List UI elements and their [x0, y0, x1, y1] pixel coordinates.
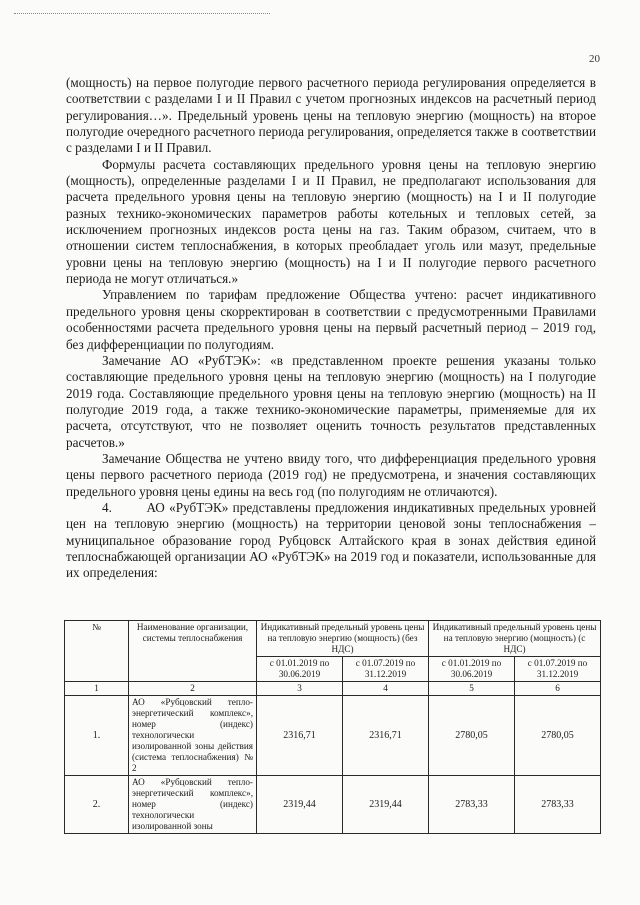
row-name: АО «Рубцовский тепло-энергетический комплекс», номер (индекс) технологически изолированной зоны действия (система теплоснабжения) № 2 — [129, 696, 257, 776]
table-row — [65, 776, 601, 834]
col-number: 1 — [65, 682, 129, 696]
row-value: 2319,44 — [343, 776, 429, 834]
header-period-2: с 01.07.2019 по 31.12.2019 — [515, 657, 601, 682]
col-number: 6 — [515, 682, 601, 696]
column-number-row — [65, 682, 601, 696]
document-body — [66, 75, 596, 582]
table-header-row — [65, 621, 601, 657]
col-number: 3 — [257, 682, 343, 696]
paragraph-1: (мощность) на первое полугодие первого расчетного периода регулирования определяется в соответствии с разделами I и II Правил с учетом прогнозных индексов на расчетный период регулирования…». Предельный уровень цены на тепловую энергию (мощность) на второе полугодие очередного расчетного периода регулирования, определяется также в соответствии с разделами I и II Правил. — [66, 75, 596, 156]
list-item-4 — [66, 500, 596, 582]
row-number: 2. — [65, 776, 129, 834]
paragraph-2: Формулы расчета составляющих предельного уровня цены на тепловую энергию (мощность), определенные разделами I и II Правил, не предполагают использования для расчета предельного уровня цены на тепловую энергию (мощность) на I и II полугодие разных технико-экономических параметров работы котельных и тепловых сетей, за исключением прогнозных индексов роста цены на газ. Таким образом, считаем, что в отношении систем теплоснабжения, в которых преобладает уголь или мазут, предельные уровни цены на тепловую энергию (мощность) на I и II полугодие первого расчетного периода не могут отличаться.» — [66, 156, 596, 287]
col-number: 2 — [129, 682, 257, 696]
paragraph-5: Замечание Общества не учтено ввиду того, что дифференциация предельного уровня цены первого расчетного периода (2019 год) не предусмотрена, и значения составляющих предельного уровня цены едины на весь год (по полугодиям не отличаются). — [66, 450, 596, 499]
row-value: 2783,33 — [515, 776, 601, 834]
col-number: 4 — [343, 682, 429, 696]
price-table — [64, 620, 601, 834]
header-group-no-vat: Индикативный предельный уровень цены на тепловую энергию (мощность) (без НДС) — [257, 621, 429, 657]
header-num: № — [65, 621, 129, 682]
row-value: 2780,05 — [515, 696, 601, 776]
header-period-1: с 01.01.2019 по 30.06.2019 — [429, 657, 515, 682]
row-value: 2780,05 — [429, 696, 515, 776]
header-name: Наименование организации, системы теплоснабжения — [129, 621, 257, 682]
col-number: 5 — [429, 682, 515, 696]
row-value: 2783,33 — [429, 776, 515, 834]
header-period-2: с 01.07.2019 по 31.12.2019 — [343, 657, 429, 682]
header-group-vat: Индикативный предельный уровень цены на тепловую энергию (мощность) (с НДС) — [429, 621, 601, 657]
paragraph-4: Замечание АО «РубТЭК»: «в представленном проекте решения указаны только составляющие предельного уровня цены на тепловую энергию (мощность) на I полугодие 2019 года. Составляющие предельного уровня цены на тепловую энергию (мощность) на II полугодие 2019 года, а также технико-экономические параметры, применяемые для их расчета, отсутствуют, что не позволяет оценить точность результатов представленных расчетов.» — [66, 352, 596, 450]
row-value: 2316,71 — [257, 696, 343, 776]
row-value: 2316,71 — [343, 696, 429, 776]
row-number: 1. — [65, 696, 129, 776]
row-value: 2319,44 — [257, 776, 343, 834]
page-number: 20 — [589, 53, 600, 65]
table-row — [65, 696, 601, 776]
list-item-4-number: 4. — [102, 499, 112, 515]
header-rule — [14, 13, 270, 14]
list-item-4-text: АО «РубТЭК» представлены предложения индикативных предельных уровней цен на тепловую энергию (мощность) на территории ценовой зоны теплоснабжения – муниципальное образование город Рубцовск Алтайского края в зонах действия единой теплоснабжающей организации АО «РубТЭК» на 2019 год и показатели, использованные для их определения: — [66, 499, 597, 581]
header-period-1: с 01.01.2019 по 30.06.2019 — [257, 657, 343, 682]
paragraph-3: Управлением по тарифам предложение Общества учтено: расчет индикативного предельного уровня цены скорректирован в соответствии с предусмотренными Правилами особенностями расчета предельного уровня цены на первый расчетный период – 2019 год, без дифференциации по полугодиям. — [66, 287, 596, 352]
row-name: АО «Рубцовский тепло-энергетический комплекс», номер (индекс) технологически изолированной зоны — [129, 776, 257, 834]
